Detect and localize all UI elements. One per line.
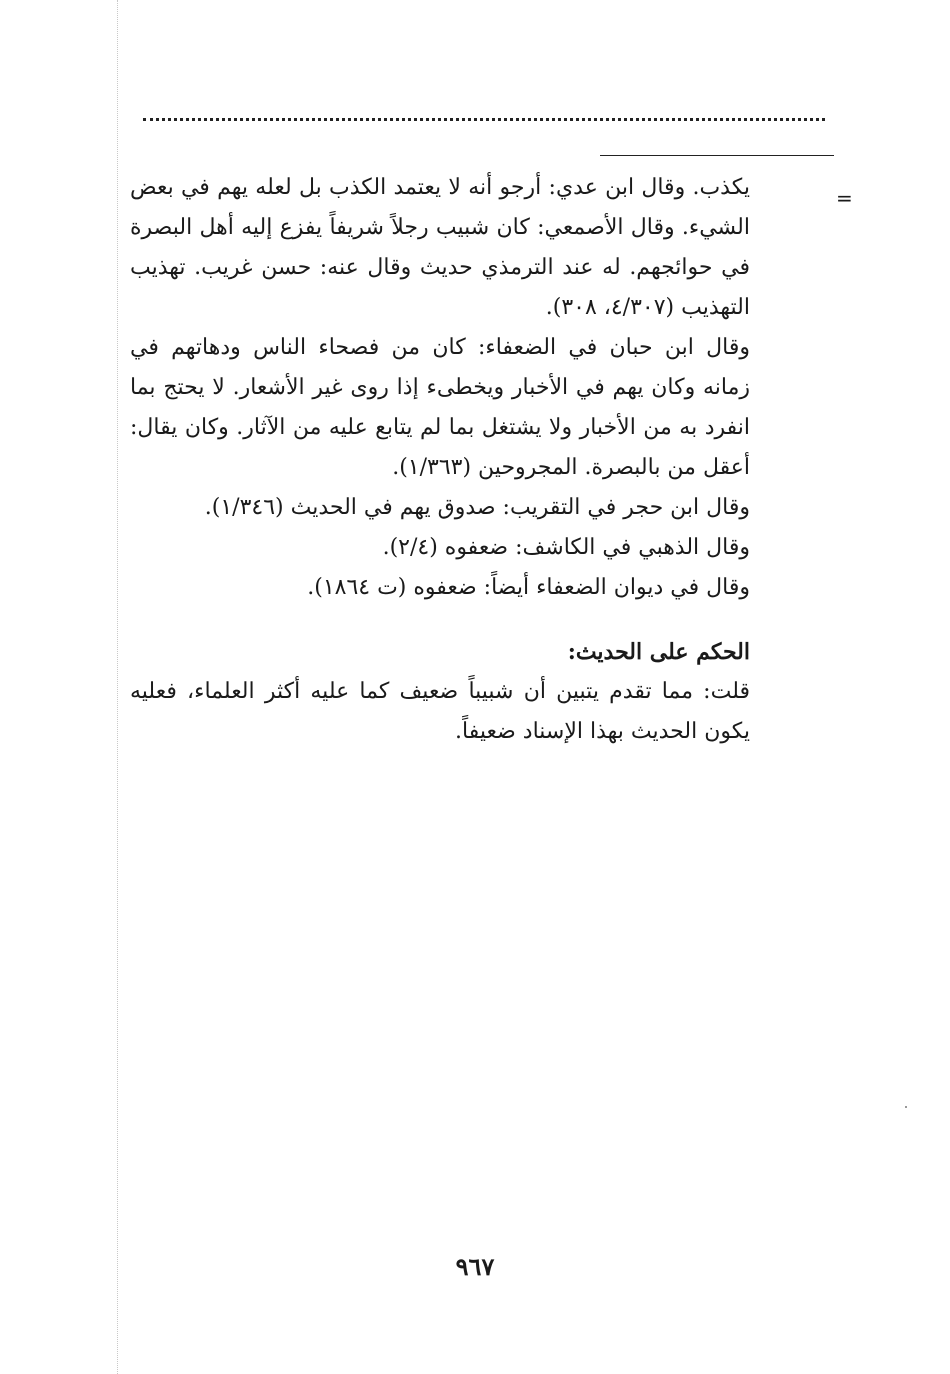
ruling-text: قلت: مما تقدم يتبين أن شبيباً ضعيف كما عليه أكثر العلماء، فعليه يكون الحديث بهذا الإسناد ضعيفاً. [130, 679, 750, 744]
paragraph-2: وقال ابن حبان في الضعفاء: كان من فصحاء الناس ودهاتهم في زمانه وكان يهم في الأخبار ويخطىء إذا روى غير الأشعار. لا يحتج بما انفرد به من الأخبار ولا يشتغل بما لم يتابع عليه من الآثار. وكان يقال: أعقل من بالبصرة. المجروحين (١/٣٦٣). [130, 335, 750, 480]
paragraph-3: وقال ابن حجر في التقريب: صدوق يهم في الحديث (١/٣٤٦). [204, 495, 750, 520]
footnote-rule [600, 155, 834, 156]
continuation-marker: = [836, 186, 853, 210]
ruling-heading: الحكم على الحديث: [567, 639, 750, 665]
paragraph-1: يكذب. وقال ابن عدي: أرجو أنه لا يعتمد الكذب بل لعله يهم في بعض الشيء. وقال الأصمعي: كان شبيب رجلاً شريفاً يفزع إليه أهل البصرة في حوائجهم. له عند الترمذي حديث وقال عنه: حسن غريب. تهذيب التهذيب (٤/٣٠٧، ٣٠٨). [130, 175, 750, 320]
paragraph-4: وقال الذهبي في الكاشف: ضعفوه (٢/٤). [382, 535, 750, 560]
paragraph-5: وقال في ديوان الضعفاء أيضاً: ضعفوه (ت ١٨٦٤). [307, 575, 750, 600]
footnote-body [130, 168, 750, 752]
scan-speck [905, 1106, 907, 1108]
margin-guide [117, 0, 118, 1374]
page-number: ٩٦٧ [455, 1252, 495, 1281]
dotted-separator [143, 118, 825, 121]
